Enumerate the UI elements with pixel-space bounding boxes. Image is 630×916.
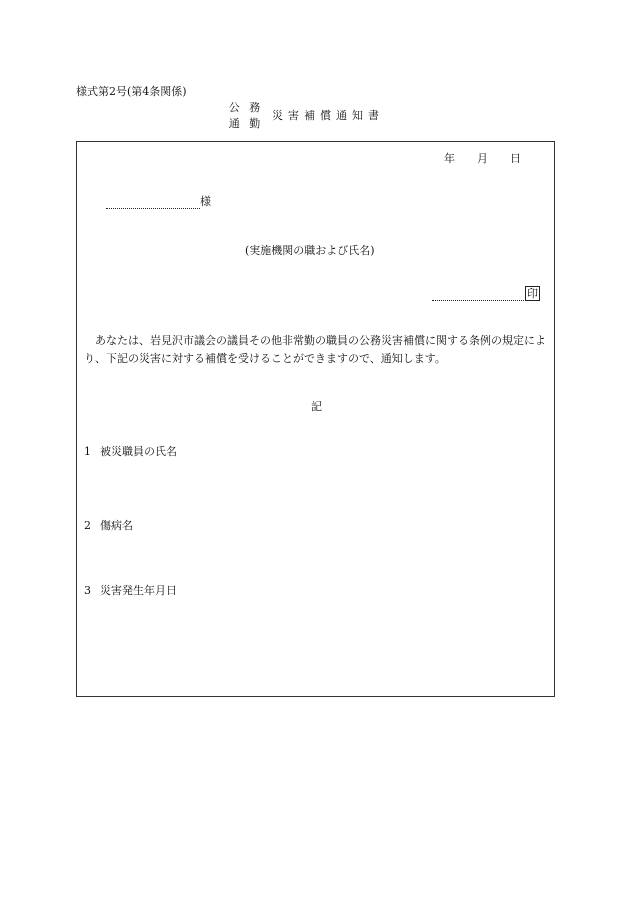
- agency-label: (実施機関の職および氏名): [245, 244, 375, 257]
- signature-blank[interactable]: [432, 288, 524, 301]
- item-victim-name: [84, 443, 177, 459]
- date-year: 年: [444, 152, 455, 165]
- notice-body: あなたは、岩見沢市議会の議員その他非常勤の職員の公務災害補償に関する条例の規定により、下記の災害に対する補償を受けることができますので、通知します。: [84, 334, 546, 365]
- date-line: [444, 150, 521, 166]
- signature-line: [432, 286, 540, 301]
- date-day: 日: [510, 152, 521, 165]
- seal-mark: 印: [527, 287, 538, 300]
- item-number: 3: [84, 584, 91, 597]
- form-frame: [76, 141, 555, 697]
- item-label: 災害発生年月日: [100, 584, 177, 597]
- item-disaster-date: [84, 582, 177, 598]
- title-prefix-bottom: 通 勤: [228, 117, 264, 130]
- form-number: 様式第2号(第4条関係): [76, 85, 187, 98]
- date-month: 月: [477, 152, 488, 165]
- item-label: 被災職員の氏名: [100, 445, 177, 458]
- title-prefix-top: 公 務: [228, 101, 264, 114]
- ki-heading: 記: [311, 400, 322, 413]
- title-prefix: [228, 100, 264, 132]
- addressee-name-blank[interactable]: [106, 196, 200, 209]
- item-number: 1: [84, 445, 91, 458]
- addressee-suffix: 様: [200, 195, 211, 208]
- item-label: 傷病名: [100, 519, 133, 532]
- addressee-line: [106, 193, 211, 209]
- item-number: 2: [84, 519, 91, 532]
- item-injury-name: [84, 517, 133, 533]
- title-main: 災害補償通知書: [272, 109, 384, 122]
